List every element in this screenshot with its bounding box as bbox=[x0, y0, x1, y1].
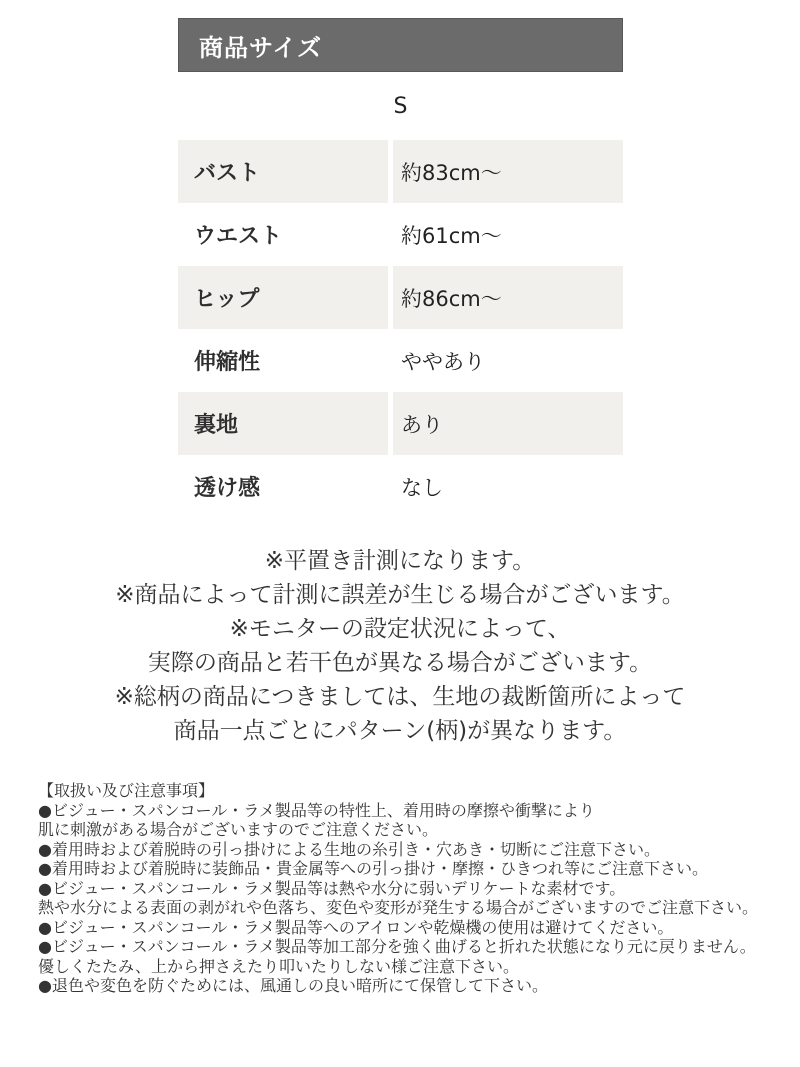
handling-line: 熱や水分による表面の剥がれや色落ち、変色や変形が発生する場合がございますのでご注意下さい。 bbox=[38, 898, 759, 917]
handling-line: ●ビジュー・スパンコール・ラメ製品等加工部分を強く曲げると折れた状態になり元に戻りません。 bbox=[38, 937, 756, 956]
table-row bbox=[178, 140, 623, 203]
handling-line: 優しくたたみ、上から押さえたり叩いたりしない様ご注意下さい。 bbox=[38, 956, 519, 976]
row-label: 伸縮性 bbox=[194, 350, 261, 375]
note-line: ※モニターの設定状況によって、 bbox=[229, 616, 571, 642]
table-row bbox=[178, 392, 623, 455]
handling-line: ●着用時および着脱時に装飾品・貴金属等への引っ掛け・摩擦・ひきつれ等にご注意下さい。 bbox=[38, 859, 708, 878]
row-label: ウエスト bbox=[194, 224, 283, 249]
table-row bbox=[178, 266, 623, 329]
note-line: ※商品によって計測に誤差が生じる場合がございます。 bbox=[115, 582, 685, 608]
row-value: 約61cm〜 bbox=[401, 223, 502, 248]
note-line: 実際の商品と若干色が異なる場合がございます。 bbox=[147, 650, 653, 676]
table-row bbox=[178, 203, 623, 266]
note-line: 商品一点ごとにパターン(柄)が異なります。 bbox=[173, 718, 627, 744]
note-line: ※平置き計測になります。 bbox=[264, 548, 536, 574]
row-label: バスト bbox=[178, 140, 388, 203]
handling-line: 肌に刺激がある場合がございますのでご注意ください。 bbox=[38, 820, 439, 839]
handling-instructions bbox=[38, 781, 786, 996]
handling-heading: 【取扱い及び注意事項】 bbox=[38, 781, 215, 800]
measurement-notes bbox=[0, 544, 800, 748]
row-label: 裏地 bbox=[178, 392, 388, 455]
handling-line: ●ビジュー・スパンコール・ラメ製品等へのアイロンや乾燥機の使用は避けてください。 bbox=[38, 917, 674, 937]
row-value: 約86cm〜 bbox=[393, 266, 623, 329]
note-line: ※総柄の商品につきましては、生地の裁断箇所によって bbox=[114, 684, 686, 710]
table-row bbox=[178, 329, 623, 392]
size-chart-title-bar bbox=[178, 18, 623, 72]
row-value: なし bbox=[401, 475, 443, 500]
size-column-header-row bbox=[178, 72, 623, 140]
row-label: ヒップ bbox=[178, 266, 388, 329]
size-chart bbox=[178, 18, 623, 518]
size-chart-title: 商品サイズ bbox=[199, 33, 323, 62]
row-value: あり bbox=[393, 392, 623, 455]
row-value: ややあり bbox=[401, 349, 485, 374]
handling-line: ●退色や変色を防ぐためには、風通しの良い暗所にて保管して下さい。 bbox=[38, 976, 548, 995]
row-label: 透け感 bbox=[194, 476, 261, 501]
table-row bbox=[178, 455, 623, 518]
handling-line: ●ビジュー・スパンコール・ラメ製品等は熱や水分に弱いデリケートな素材です。 bbox=[38, 878, 626, 898]
handling-line: ●ビジュー・スパンコール・ラメ製品等の特性上、着用時の摩擦や衝撃により bbox=[38, 800, 595, 820]
size-column-header: S bbox=[393, 93, 408, 119]
handling-line: ●着用時および着脱時の引っ掛けによる生地の糸引き・穴あき・切断にご注意下さい。 bbox=[38, 839, 660, 859]
row-value: 約83cm〜 bbox=[393, 140, 623, 203]
